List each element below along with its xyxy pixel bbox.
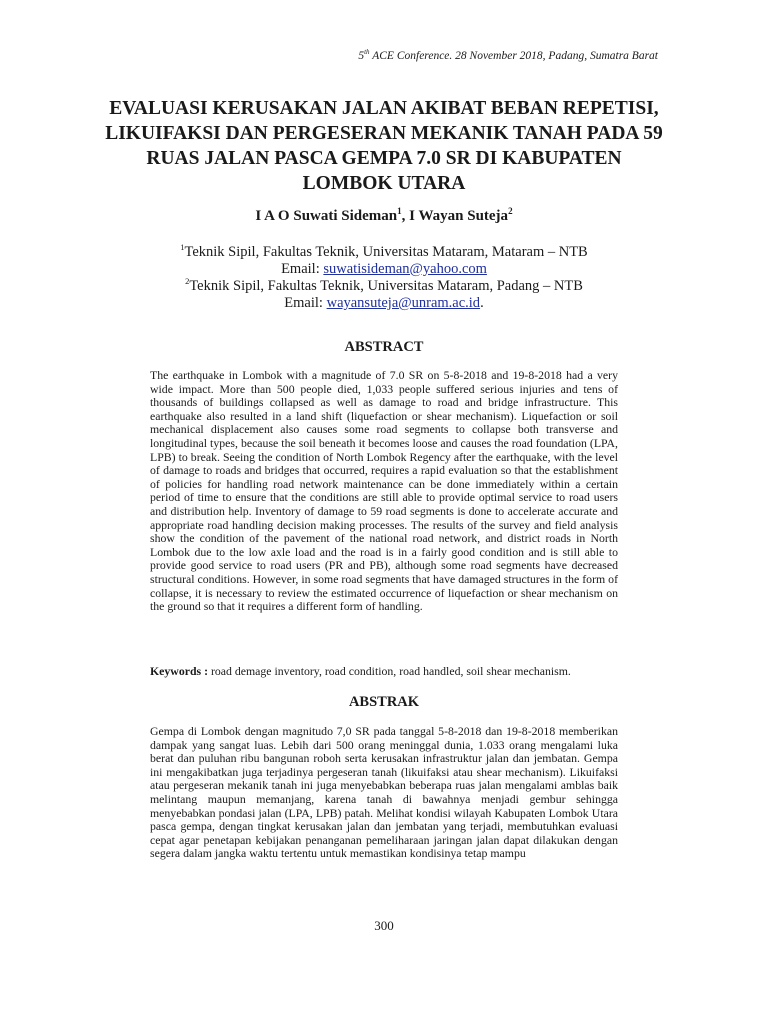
abstract-heading: ABSTRACT bbox=[344, 339, 424, 355]
affiliation-line bbox=[0, 273, 768, 295]
affiliation-mark: 2 bbox=[185, 276, 190, 286]
abstrak-body: Gempa di Lombok dengan magnitudo 7,0 SR pada tanggal 5-8-2018 dan 19-8-2018 memberikan dampak yang sangat luas. Lebih dari 500 orang meninggal dunia, 1.033 orang mengalami luka berat dan puluhan ribu bangunan roboh serta kerusakan infrastruktur jalan dan jembatan. Gempa ini mengakibatkan juga terjadinya pergeseran tanah (likuifaksi atau shear mechanism). Likuifaksi atau pergeseran mekanik tanah ini juga menyebabkan beberapa ruas jalan mengalami amblas baik melintang maupun memanjang, karena tanah di bawahnya menjadi gembur sehingga menyebabkan pondasi jalan (LPA, LPB) patah. Melihat kondisi wilayah Kabupaten Lombok Utara pasca gempa, dengan tingkat kerusakan jalan dan jembatan yang terjadi, membutuhkan evaluasi cepat agar penetapan kebijakan penanganan pemeliharaan jaringan jalan dapat dilakukan dengan segera dalam jangka waktu tertentu untuk memastikan kondisinya tetap mampu bbox=[150, 724, 618, 861]
abstrak-heading: ABSTRAK bbox=[348, 694, 420, 710]
author-list bbox=[0, 206, 768, 225]
affiliation-text: Teknik Sipil, Fakultas Teknik, Universitas Mataram, Padang – NTB bbox=[189, 277, 583, 294]
affiliation-1 bbox=[0, 239, 768, 278]
author-affiliation-mark: 1 bbox=[397, 206, 402, 216]
header-edition-number: 5 bbox=[358, 49, 365, 62]
keywords-label: Keywords : bbox=[150, 664, 211, 678]
page-number: 300 bbox=[374, 918, 394, 933]
email-link[interactable]: suwatisideman@yahoo.com bbox=[323, 260, 487, 277]
email-line bbox=[0, 295, 768, 312]
abstract-body: The earthquake in Lombok with a magnitude of 7.0 SR on 5-8-2018 and 19-8-2018 had a very wide impact. More than 500 people died, 1,033 people suffered serious injuries and tens of thousands of buildings collapsed as well as damage to road and bridge infrastructure. This earthquake also resulted in a land shift (liquefaction or shear mechanism). Liquefaction or soil mechanical displacement also causes some road segments to collapse both transverse and longitudinal types, because the soil beneath it becomes loose and causes the road foundation (LPA, LPB) to break. Seeing the condition of North Lombok Regency after the earthquake, with the level of damage to roads and bridges that occurred, requires a rapid evaluation so that the establishment of policies for handling road network maintenance can be done immediately within a certain period of time to ensure that the conditions are still able to provide optimal service to road users and distribution help. Inventory of damage to 59 road segments is done to accelerate accurate and appropriate road handling decision making processes. The results of the survey and field analysis show the condition of the pavement of the national road network, and district roads in North Lombok due to the low axle load and the road is in a fairly good condition and is still able to provide good service to road users (PR and PB), although some road segments have decreased structural conditions. However, in some road segments that have damaged structures in the form of collapse, it is necessary to review the estimated occurrence of liquefaction or shear mechanism on the ground so that it requires a different form of handling. bbox=[150, 368, 618, 614]
email-label: Email: bbox=[281, 260, 324, 277]
author-name: I Wayan Suteja bbox=[409, 208, 509, 224]
author-separator: , bbox=[401, 208, 410, 224]
author-name: I A O Suwati Sideman bbox=[255, 208, 398, 224]
email-suffix: . bbox=[480, 294, 484, 311]
keywords-line bbox=[150, 664, 618, 678]
affiliation-mark: 1 bbox=[180, 242, 185, 252]
keywords-text: road demage inventory, road condition, road handled, soil shear mechanism. bbox=[210, 664, 571, 678]
email-label: Email: bbox=[284, 294, 327, 311]
email-link[interactable]: wayansuteja@unram.ac.id bbox=[326, 294, 481, 311]
affiliation-text: Teknik Sipil, Fakultas Teknik, Universitas Mataram, Mataram – NTB bbox=[184, 243, 588, 260]
affiliation-line bbox=[0, 239, 768, 261]
author-affiliation-mark: 2 bbox=[508, 206, 513, 216]
affiliation-2 bbox=[0, 273, 768, 312]
header-ordinal-suffix: th bbox=[364, 48, 370, 56]
running-header bbox=[358, 48, 658, 62]
header-conference-text: ACE Conference. 28 November 2018, Padang, Sumatra Barat bbox=[369, 49, 658, 62]
paper-title: EVALUASI KERUSAKAN JALAN AKIBAT BEBAN REPETISI, LIKUIFAKSI DAN PERGESERAN MEKANIK TANAH PADA 59 RUAS JALAN PASCA GEMPA 7.0 SR DI KABUPATEN LOMBOK UTARA bbox=[105, 98, 663, 194]
